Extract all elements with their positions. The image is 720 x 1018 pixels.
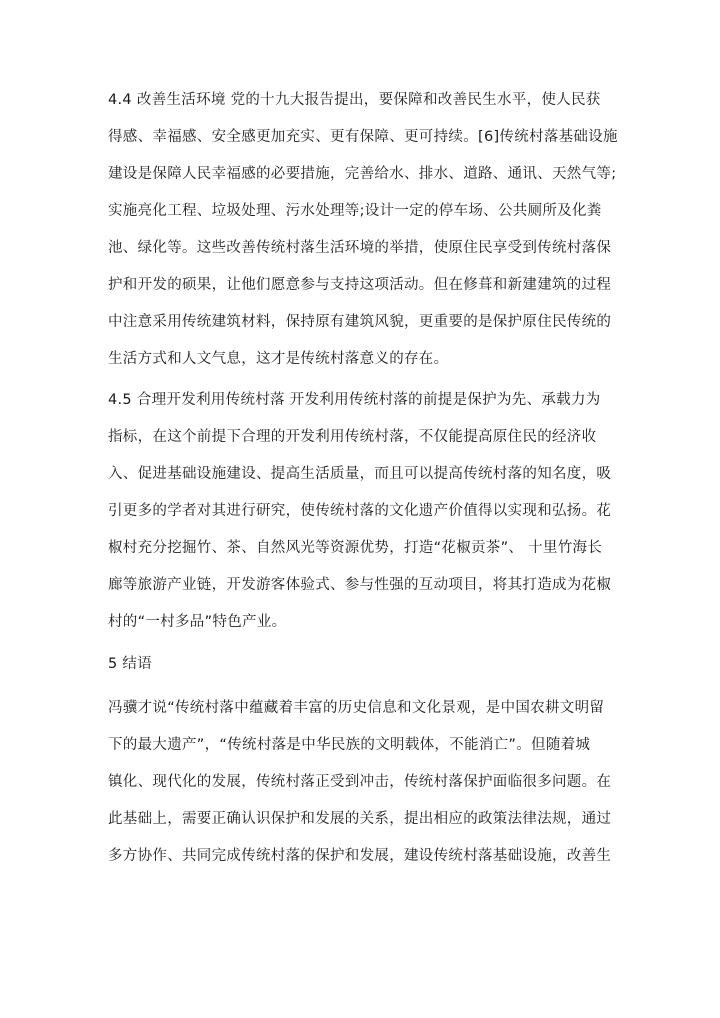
paragraph-4-4-line-7: 中注意采用传统建筑材料，保持原有建筑风貌，更重要的是保护原住民传统的 [108,314,612,330]
section-5-heading: 5 结语 [108,656,153,672]
paragraph-4-4-line-3: 建设是保障人民幸福感的必要措施，完善给水、排水、道路、通讯、天然气等; [108,166,617,182]
paragraph-4-4-line-4: 实施亮化工程、垃圾处理、污水处理等;设计一定的停车场、公共厕所及化粪 [108,203,602,219]
paragraph-4-5-line-6: 廊等旅游产业链，开发游客体验式、参与性强的互动项目，将其打造成为花椒 [108,577,612,593]
paragraph-4-4-line-8: 生活方式和人文气息，这才是传统村落意义的存在。 [108,351,449,367]
paragraph-4-5-line-7: 村的“一村多品”特色产业。 [108,614,287,630]
paragraph-5-line-5: 多方协作、共同完成传统村落的保护和发展，建设传统村落基础设施，改善生 [108,848,612,864]
paragraph-4-4-line-2: 得感、幸福感、安全感更加充实、更有保障、更可持续。[6]传统村落基础设施 [108,129,618,145]
paragraph-4-4-line-5: 池、绿化等。这些改善传统村落生活环境的举措，使原住民享受到传统村落保 [108,240,612,256]
paragraph-5-line-2: 下的最大遗产”，“传统村落是中华民族的文明载体，不能消亡”。但随着城 [108,737,591,753]
paragraph-5-line-1: 冯骥才说“传统村落中蕴藏着丰富的历史信息和文化景观，是中国农耕文明留 [108,700,605,716]
paragraph-4-4-line-6: 护和开发的硕果，让他们愿意参与支持这项活动。但在修葺和新建建筑的过程 [108,277,612,293]
paragraph-4-5-line-1: 4.5 合理开发利用传统村落 开发利用传统村落的前提是保护为先、承载力为 [108,392,601,408]
paragraph-4-5-line-3: 入、促进基础设施建设、提高生活质量，而且可以提高传统村落的知名度，吸 [108,466,612,482]
paragraph-4-5-line-5: 椒村充分挖掘竹、茶、自然风光等资源优势，打造“花椒贡茶”、 十里竹海长 [108,540,603,556]
paragraph-4-5-line-2: 指标，在这个前提下合理的开发利用传统村落，不仅能提高原住民的经济收 [108,429,597,445]
paragraph-5-line-4: 此基础上，需要正确认识保护和发展的关系，提出相应的政策法律法规，通过 [108,811,612,827]
paragraph-4-4-line-1: 4.4 改善生活环境 党的十九大报告提出，要保障和改善民生水平，使人民获 [108,92,601,108]
paragraph-5-line-3: 镇化、现代化的发展，传统村落正受到冲击，传统村落保护面临很多问题。在 [108,774,612,790]
paragraph-4-5-line-4: 引更多的学者对其进行研究，使传统村落的文化遗产价值得以实现和弘扬。花 [108,503,612,519]
